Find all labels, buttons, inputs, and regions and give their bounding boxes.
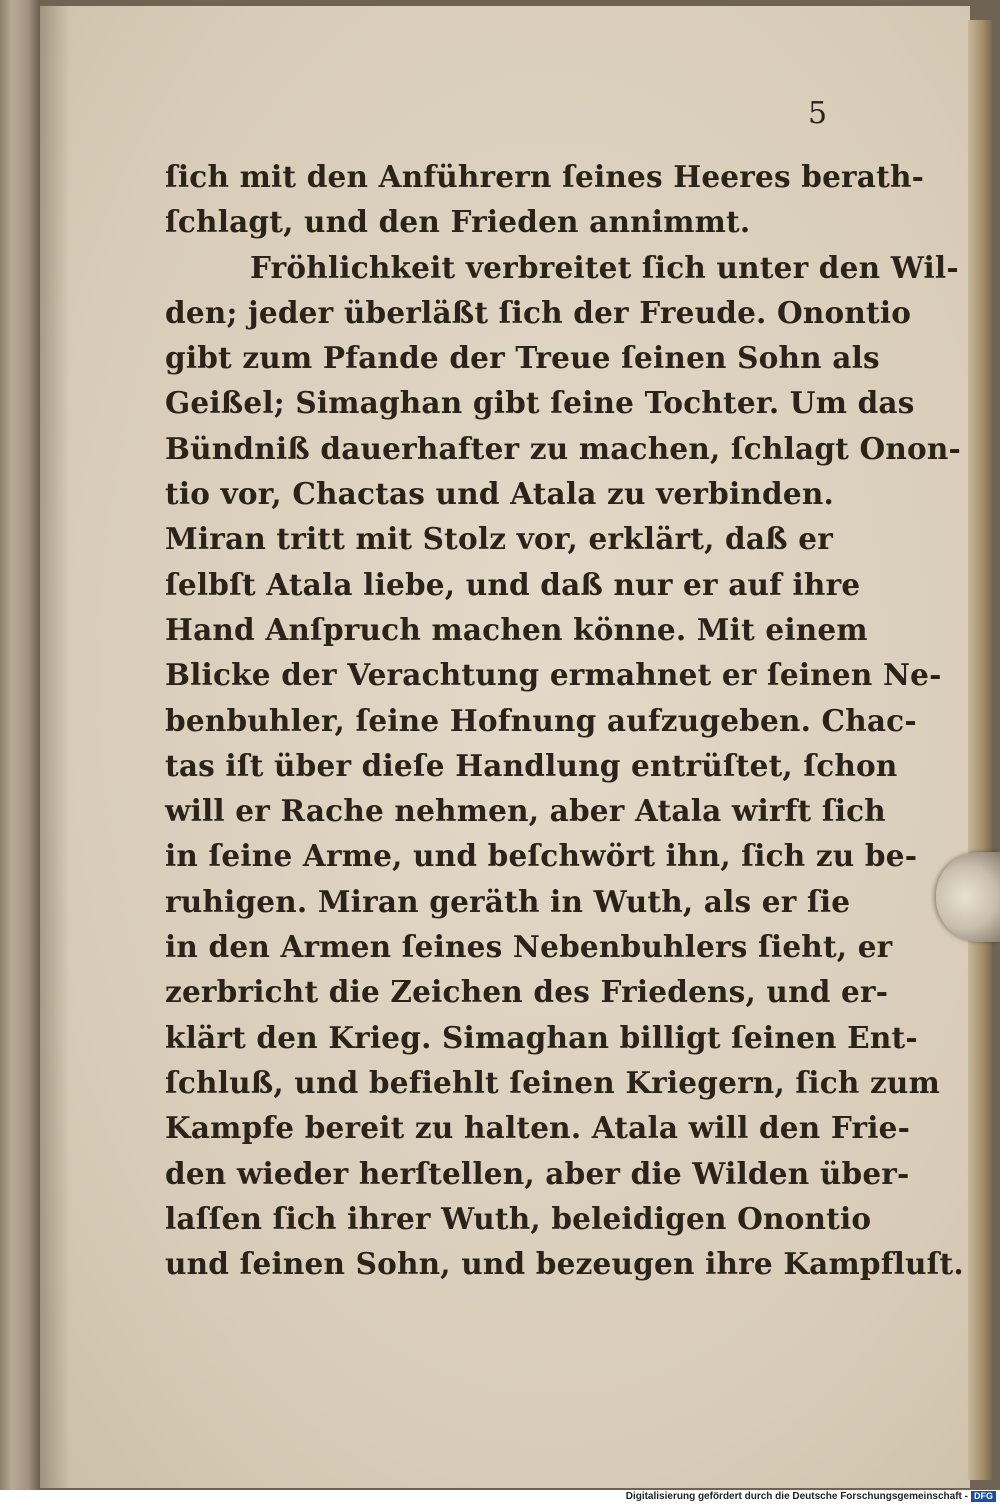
text-line: Blicke der Verachtung ermahnet er ſeinen Ne- [165,657,942,693]
text-line: zerbricht die Zeichen des Friedens, und er- [165,974,889,1010]
text-line: klärt den Krieg. Simaghan billigt ſeinen Ent- [165,1019,918,1055]
text-line: tio vor, Chactas und Atala zu verbinden. [165,476,834,512]
text-line: Miran tritt mit Stolz vor, erklärt, daß er [165,521,833,557]
text-line: ruhigen. Miran geräth in Wuth, als er ſie [165,883,851,919]
page-number: 5 [808,96,828,131]
text-line: Fröhlichkeit verbreitet ſich unter den Wil- [250,249,959,285]
text-line: ſelbſt Atala liebe, und daß nur er auf ihre [165,566,861,602]
text-line: laſſen ſich ihrer Wuth, beleidigen Onontio [165,1200,872,1236]
body-text [165,154,964,1286]
text-line: gibt zum Pfande der Treue ſeinen Sohn als [165,340,880,376]
text-line: tas iſt über dieſe Handlung entrüſtet, ſchon [165,747,898,783]
text-line: Bündniß dauerhafter zu machen, ſchlagt Onon- [165,430,961,466]
text-line: Hand Anſpruch machen könne. Mit einem [165,611,868,647]
gutter-shadow [40,6,70,1488]
page-stack-edge [968,20,992,1480]
text-line: den; jeder überläßt ſich der Freude. Onontio [165,294,912,330]
text-line: in ſeine Arme, und beſchwört ihn, ſich zu be- [165,838,918,874]
text-line: benbuhler, ſeine Hofnung aufzugeben. Chac- [165,702,917,738]
text-line: Geißel; Simaghan gibt ſeine Tochter. Um das [165,385,915,421]
credit-text: Digitalisierung gefördert durch die Deutsche Forschungsgemeinschaft - [625,1491,968,1503]
dfg-logo: DFG [971,1491,996,1502]
text-line: in den Armen ſeines Nebenbuhlers ſieht, er [165,929,893,965]
text-line: ſich mit den Anführern ſeines Heeres berath- [165,159,925,194]
text-line: ſchlagt, und den Frieden annimmt. [165,204,751,240]
text-line: ſchluß, und befiehlt ſeinen Kriegern, ſich zum [165,1064,940,1100]
text-line: Kampfe bereit zu halten. Atala will den Frie- [165,1110,911,1146]
text-line: den wieder herſtellen, aber die Wilden über- [165,1155,910,1191]
previous-page-edge [0,0,40,1495]
digitization-credit [626,1491,996,1502]
text-line: will er Rache nehmen, aber Atala wirft ſich [165,793,886,829]
text-line: und ſeinen Sohn, und bezeugen ihre Kampfluſt. [165,1246,964,1282]
